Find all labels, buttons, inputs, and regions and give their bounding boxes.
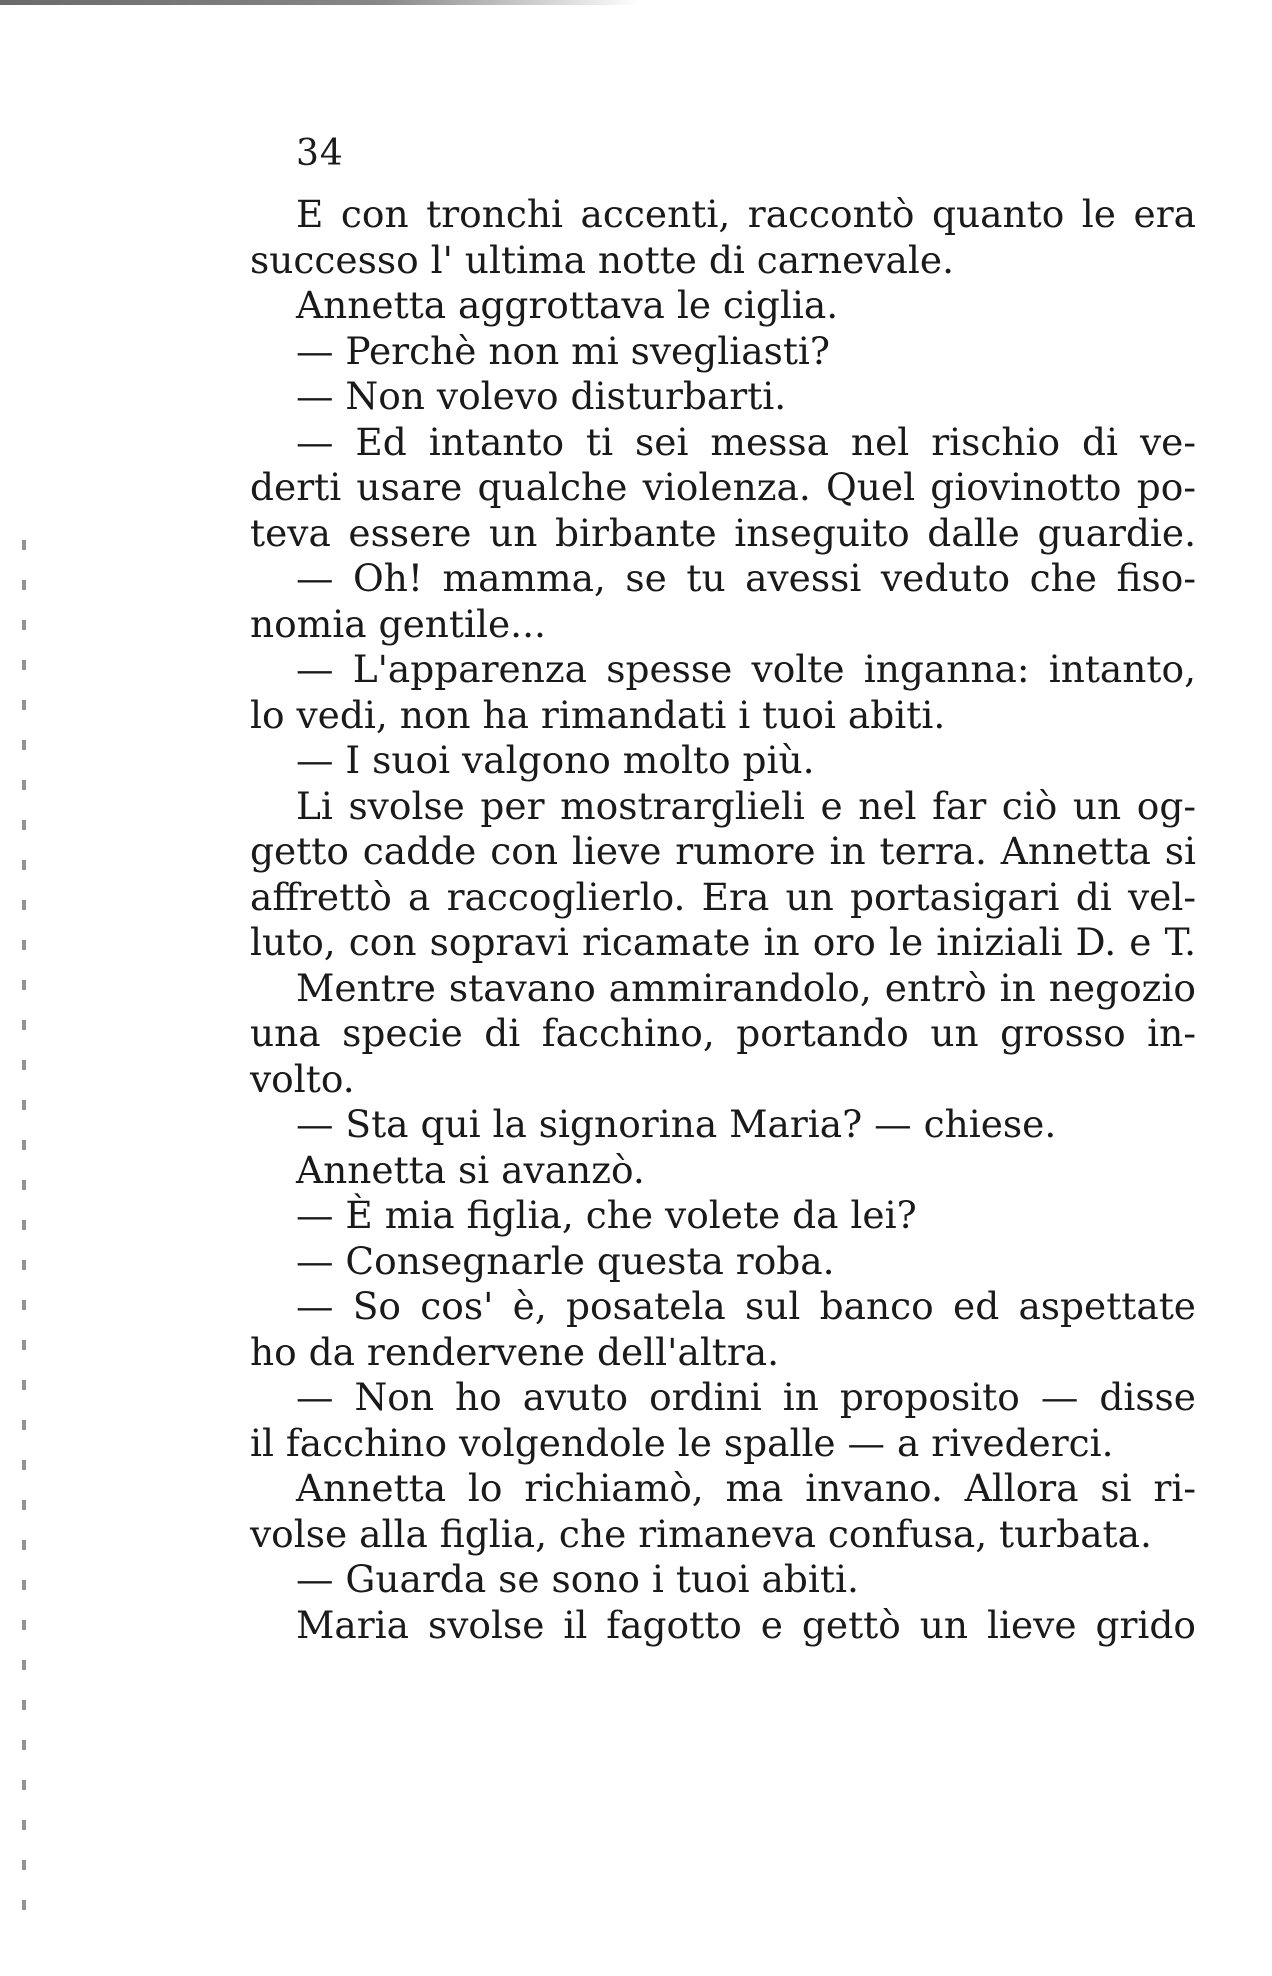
body-text (250, 192, 1196, 1648)
text-line: teva essere un birbante inseguito dalle guardie. (250, 510, 1196, 555)
text-line: — Guarda se sono i tuoi abiti. (296, 1557, 859, 1601)
text-line: derti usare qualche violenza. Quel giovinotto po- (250, 465, 1196, 509)
text-line: — Sta qui la signorina Maria? — chiese. (296, 1102, 1057, 1146)
text-line: nomia gentile... (250, 601, 546, 646)
text-line: — Consegnarle questa roba. (296, 1238, 835, 1283)
text-line: — I suoi valgono molto più. (296, 738, 815, 782)
text-line: — È mia figlia, che volete da lei? (296, 1193, 917, 1237)
text-line: — Perchè non mi svegliasti? (296, 328, 831, 373)
text-line: getto cadde con lieve rumore in terra. Annetta si (250, 829, 1196, 873)
scan-margin-marks (22, 540, 26, 1920)
scan-edge (0, 0, 640, 5)
text-line: volse alla figlia, che rimaneva confusa, turbata. (250, 1511, 1152, 1556)
text-line: Maria svolse il fagotto e gettò un lieve grido (296, 1602, 1196, 1647)
text-line: volto. (250, 1056, 355, 1101)
text-line: Annetta aggrottava le ciglia. (296, 283, 839, 327)
text-line: — Non ho avuto ordini in proposito — disse (296, 1375, 1196, 1419)
text-line: lo vedi, non ha rimandati i tuoi abiti. (250, 692, 946, 737)
text-line: il facchino volgendole le spalle — a rivederci. (250, 1420, 1114, 1465)
page-number: 34 (296, 133, 344, 174)
text-line: affrettò a raccoglierlo. Era un portasigari di vel- (250, 874, 1196, 919)
text-line: Annetta si avanzò. (296, 1147, 645, 1192)
text-line: — Oh! mamma, se tu avessi veduto che fiso- (296, 556, 1196, 600)
text-line: — L'apparenza spesse volte inganna: intanto, (296, 647, 1196, 691)
text-line: — Non volevo disturbarti. (296, 374, 787, 418)
text-line: ho da rendervene dell'altra. (250, 1329, 780, 1374)
text-line: successo l' ultima notte di carnevale. (250, 237, 955, 282)
text-line: Annetta lo richiamò, ma invano. Allora si ri- (296, 1466, 1196, 1510)
text-line: Mentre stavano ammirandolo, entrò in negozio (296, 965, 1196, 1010)
text-line: — So cos' è, posatela sul banco ed aspettate (296, 1284, 1196, 1328)
text-line: Li svolse per mostrarglieli e nel far ciò un og- (296, 783, 1196, 828)
text-line: luto, con sopravi ricamate in oro le iniziali D. e T. (250, 920, 1196, 964)
text-line: — Ed intanto ti sei messa nel rischio di ve- (296, 419, 1196, 464)
text-line: una specie di facchino, portando un grosso in- (250, 1011, 1196, 1055)
text-line: E con tronchi accenti, raccontò quanto le era (296, 192, 1196, 236)
